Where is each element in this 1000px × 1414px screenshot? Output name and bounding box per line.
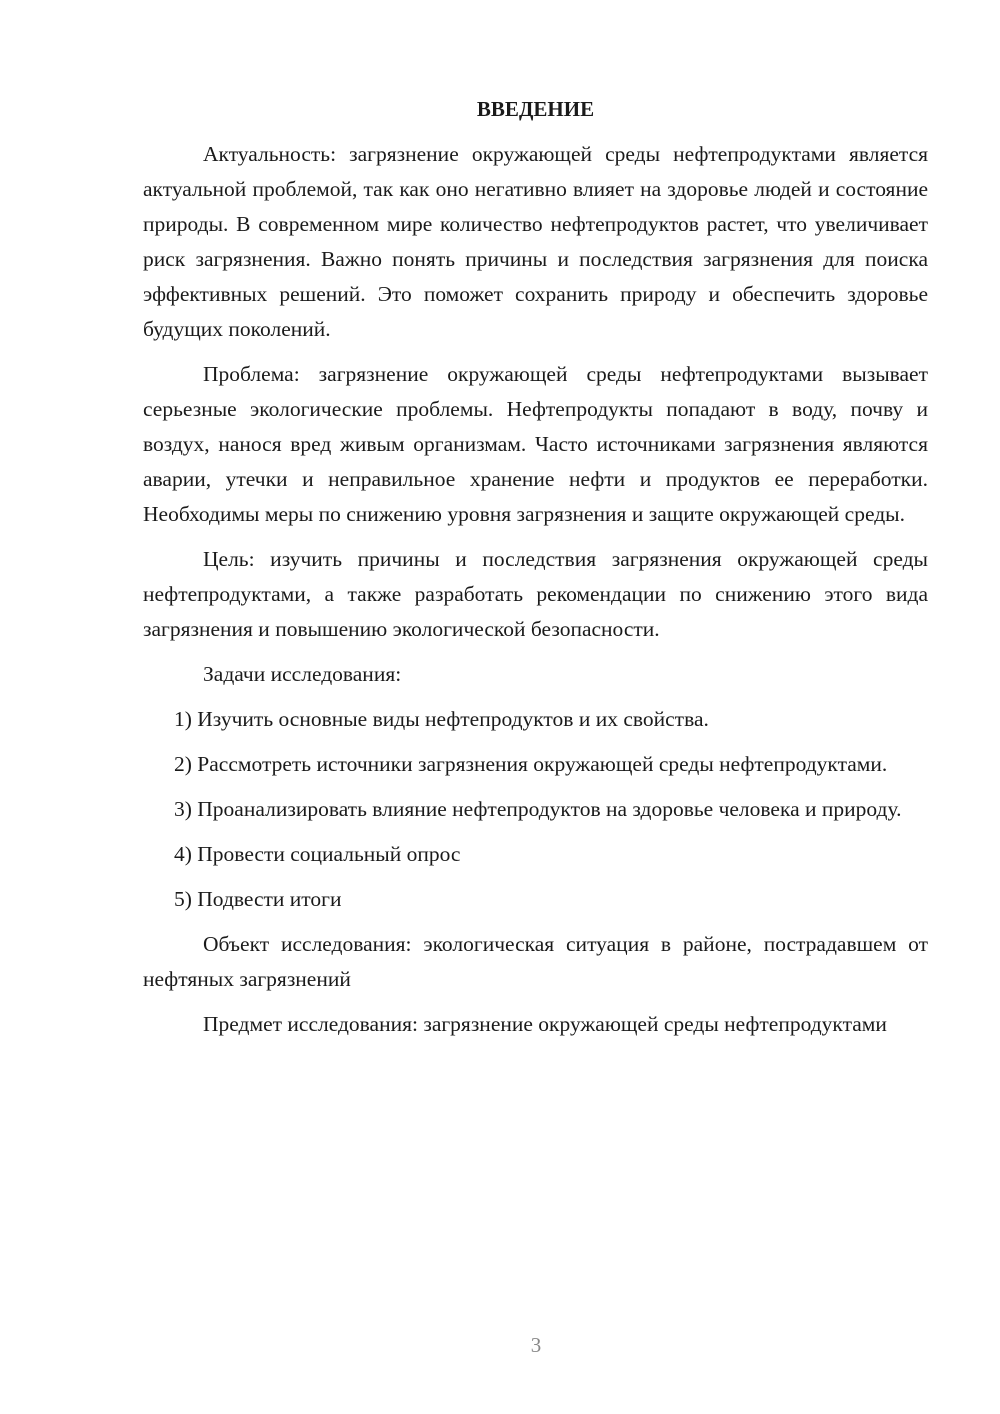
- task-item-2: 2) Рассмотреть источники загрязнения окружающей среды нефтепродуктами.: [174, 752, 888, 776]
- section-title: ВВЕДЕНИЕ: [476, 97, 595, 121]
- task-item-1: 1) Изучить основные виды нефтепродуктов и их свойства.: [174, 707, 709, 731]
- paragraph-relevance: Актуальность: загрязнение окружающей среды нефтепродуктами является актуальной проблемой, так как оно негативно влияет на здоровье людей и состояние природы. В современном мире количество нефтепродуктов растет, что увеличивает риск загрязнения. Важно понять причины и последствия загрязнения для поиска эффективных решений. Это поможет сохранить природу и обеспечить здоровье будущих поколений.: [143, 142, 928, 341]
- paragraph-object: Объект исследования: экологическая ситуация в районе, пострадавшем от нефтяных загрязнений: [143, 932, 928, 991]
- document-page: [143, 92, 928, 1052]
- paragraph-problem: Проблема: загрязнение окружающей среды нефтепродуктами вызывает серьезные экологические проблемы. Нефтепродукты попадают в воду, почву и воздух, нанося вред живым организмам. Часто источниками загрязнения являются аварии, утечки и неправильное хранение нефти и продуктов ее переработки. Необходимы меры по снижению уровня загрязнения и защите окружающей среды.: [143, 362, 928, 526]
- paragraph-subject: Предмет исследования: загрязнение окружающей среды нефтепродуктами: [203, 1012, 887, 1036]
- page-number: 3: [530, 1333, 542, 1357]
- paragraph-tasks-heading: Задачи исследования:: [203, 662, 402, 686]
- paragraph-goal: Цель: изучить причины и последствия загрязнения окружающей среды нефтепродуктами, а также разработать рекомендации по снижению этого вида загрязнения и повышению экологической безопасности.: [143, 547, 928, 641]
- task-item-3: 3) Проанализировать влияние нефтепродуктов на здоровье человека и природу.: [174, 797, 902, 821]
- task-item-4: 4) Провести социальный опрос: [174, 842, 461, 866]
- task-item-5: 5) Подвести итоги: [174, 887, 342, 911]
